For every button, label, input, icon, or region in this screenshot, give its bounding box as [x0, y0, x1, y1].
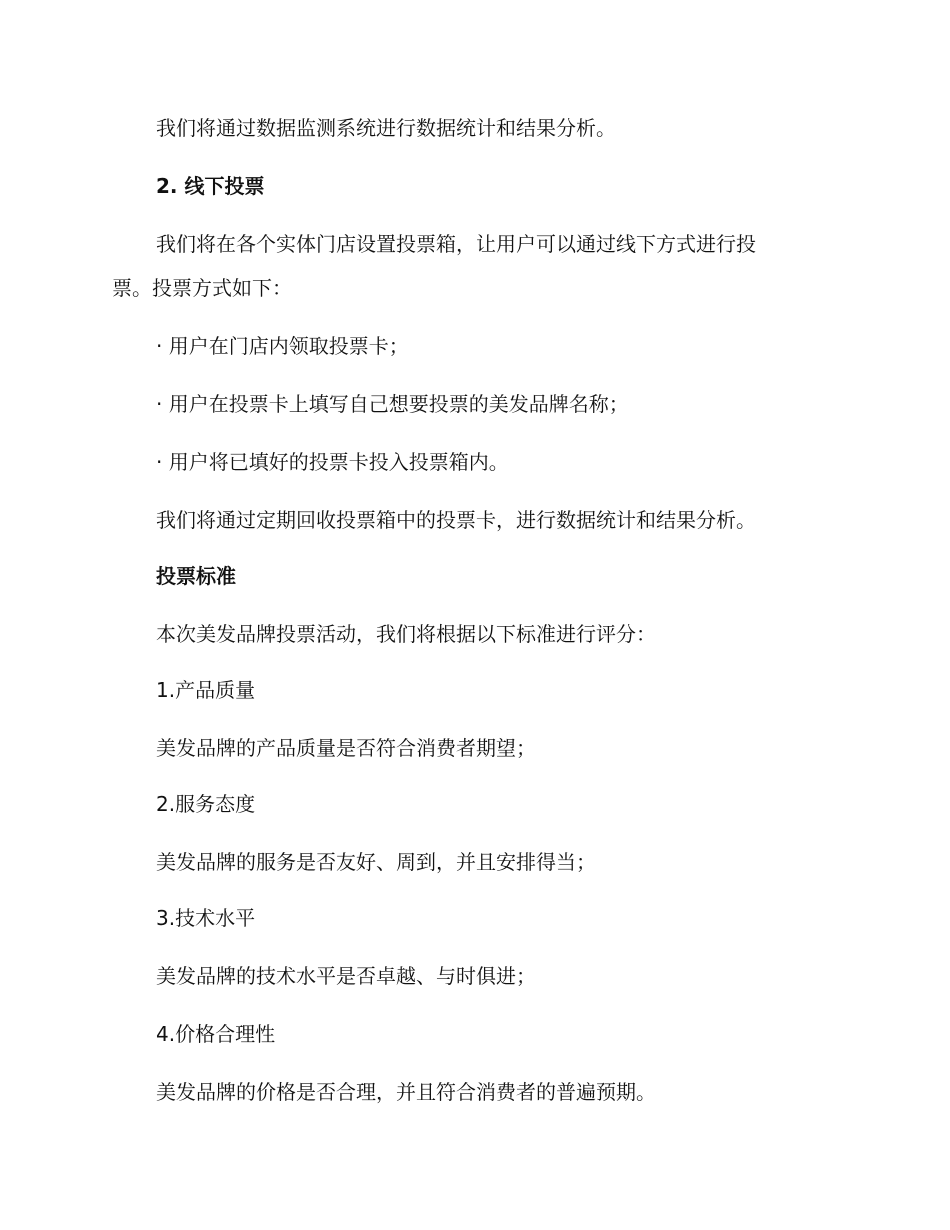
paragraph-offline-intro-line2: 票。投票方式如下：	[112, 276, 292, 300]
paragraph-offline-analysis: 我们将通过定期回收投票箱中的投票卡，进行数据统计和结果分析。	[156, 508, 756, 532]
criterion-title: 3.技术水平	[156, 906, 256, 930]
paragraph-online-analysis: 我们将通过数据监测系统进行数据统计和结果分析。	[156, 116, 616, 140]
paragraph-offline-intro-line1: 我们将在各个实体门店设置投票箱，让用户可以通过线下方式进行投	[156, 232, 756, 256]
heading-voting-criteria: 投票标准	[156, 564, 236, 588]
criterion-description: 美发品牌的技术水平是否卓越、与时俱进；	[156, 964, 536, 988]
criterion-title: 4.价格合理性	[156, 1022, 276, 1046]
criterion-title: 1.产品质量	[156, 678, 256, 702]
criterion-description: 美发品牌的产品质量是否符合消费者期望；	[156, 736, 536, 760]
bullet-item: · 用户在门店内领取投票卡；	[156, 334, 409, 358]
heading-offline-voting: 2. 线下投票	[156, 174, 265, 198]
criterion-description: 美发品牌的价格是否合理，并且符合消费者的普遍预期。	[156, 1080, 656, 1104]
criterion-description: 美发品牌的服务是否友好、周到，并且安排得当；	[156, 850, 596, 874]
criterion-title: 2.服务态度	[156, 792, 256, 816]
bullet-item: · 用户在投票卡上填写自己想要投票的美发品牌名称；	[156, 392, 629, 416]
paragraph-criteria-intro: 本次美发品牌投票活动，我们将根据以下标准进行评分：	[156, 622, 656, 646]
bullet-item: · 用户将已填好的投票卡投入投票箱内。	[156, 450, 509, 474]
